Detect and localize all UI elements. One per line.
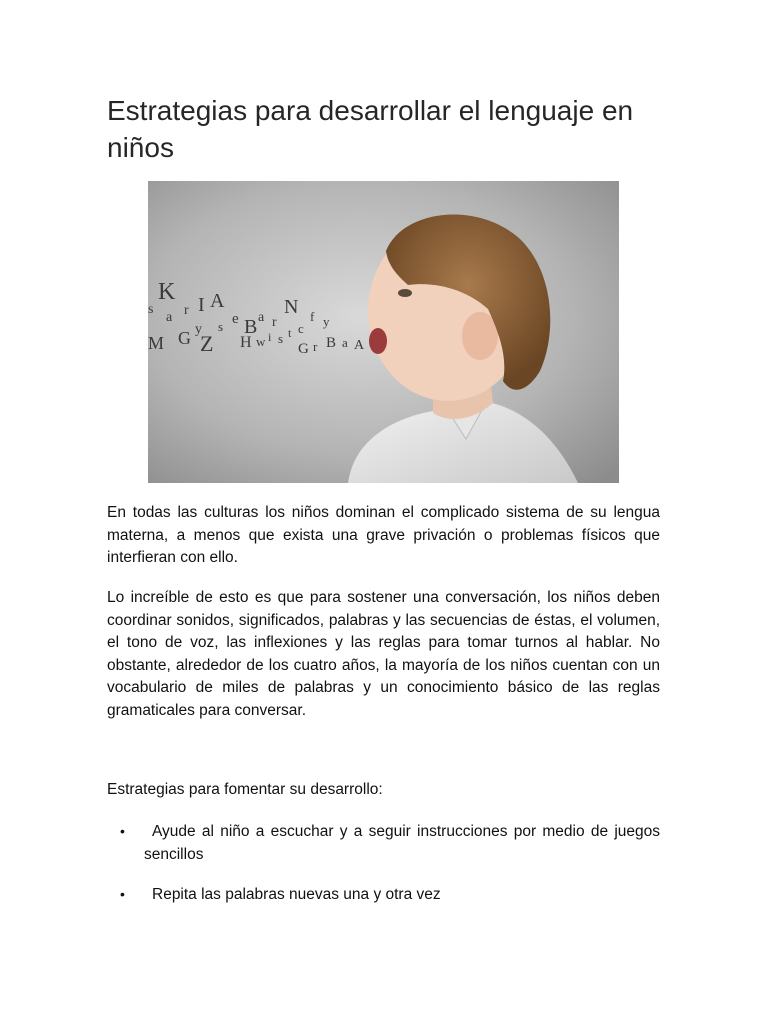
svg-text:I: I [198, 294, 205, 316]
svg-text:N: N [284, 296, 299, 318]
figure-letter: K [158, 279, 176, 305]
svg-text:G: G [298, 341, 309, 357]
section-heading: Estrategias para fomentar su desarrollo: [107, 781, 383, 798]
svg-text:s: s [278, 331, 284, 346]
svg-text:y: y [195, 322, 202, 337]
svg-text:M: M [148, 333, 165, 353]
page-title: Estrategias para desarrollar el lenguaje en niños [107, 95, 634, 163]
svg-text:c: c [298, 321, 304, 336]
svg-text:a: a [166, 310, 173, 325]
bullet-icon: • [120, 823, 125, 839]
svg-text:A: A [210, 290, 225, 312]
svg-text:s: s [148, 302, 154, 317]
list-item [107, 820, 660, 866]
svg-text:A: A [354, 338, 365, 353]
svg-text:Z: Z [200, 331, 214, 356]
svg-text:e: e [232, 311, 239, 327]
svg-text:G: G [178, 328, 191, 348]
svg-text:w: w [256, 334, 266, 349]
svg-text:B: B [326, 335, 337, 351]
svg-text:r: r [272, 315, 277, 330]
svg-text:t: t [288, 326, 292, 340]
list-item-text: Repita las palabras nuevas una y otra vez [152, 886, 441, 903]
paragraph: Lo increíble de esto es que para sostener una conversación, los niños deben coordinar sonidos, significados, palabras y las secuencias de éstas, el volumen, el tono de voz, las inflexiones y las reglas para tomar turnos al hablar. No obstante, alrededor de los cuatro años, la mayoría de los niños cuentan con un vocabulario de miles de palabras y un conocimiento básico de las reglas gramaticales para conversar. [107, 589, 660, 719]
list-item-text: Ayude al niño a escuchar y a seguir instrucciones por medio de juegos sencillos [144, 823, 660, 863]
svg-text:a: a [258, 310, 265, 325]
svg-text:H: H [240, 334, 252, 351]
svg-text:r: r [313, 339, 318, 354]
list-item [107, 883, 660, 906]
svg-text:y: y [323, 314, 330, 329]
svg-text:i: i [268, 330, 272, 344]
bullet-icon: • [120, 886, 125, 902]
paragraph: En todas las culturas los niños dominan el complicado sistema de su lengua materna, a menos que exista una grave privación o problemas físicos que interfieran con ello. [107, 504, 660, 566]
svg-text:s: s [218, 319, 224, 334]
svg-text:B: B [244, 316, 258, 338]
svg-text:a: a [342, 335, 348, 350]
svg-text:r: r [184, 303, 189, 318]
child-speaking-photo [148, 181, 619, 483]
svg-text:f: f [310, 309, 315, 324]
